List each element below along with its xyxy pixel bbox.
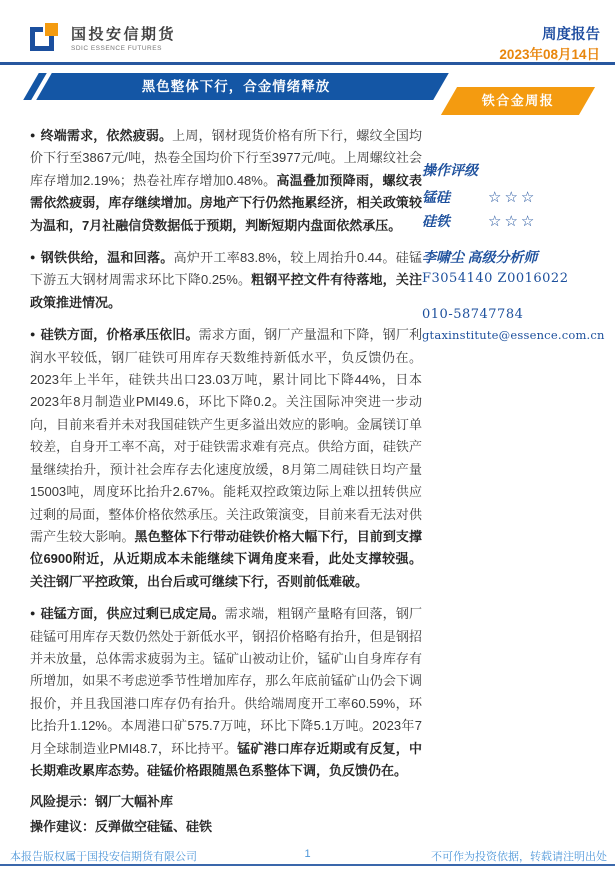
footer-copyright: 本报告版权属于国投安信期货有限公司: [10, 851, 197, 863]
rating-title: 操作评级: [422, 164, 478, 179]
analyst-name: 李啸尘 高级分析师: [422, 251, 538, 266]
report-type-label: 周度报告: [542, 27, 600, 43]
rating-row: [422, 211, 614, 231]
page-footer: [0, 848, 615, 862]
analyst-credentials: F3054140 Z0016022: [422, 271, 569, 286]
rating-row: [422, 187, 614, 207]
bullet-icon: ●: [30, 608, 36, 619]
company-logo-text: [71, 22, 176, 52]
risk-note: 风险提示：钢厂大幅补库: [30, 794, 174, 810]
sidebar: [422, 160, 614, 342]
header-divider: [0, 62, 615, 65]
footer-divider: [0, 864, 615, 866]
bullet-icon: ●: [30, 130, 36, 140]
company-logo: [30, 22, 176, 52]
report-title: 黑色整体下行，合金情绪释放: [141, 79, 331, 94]
rating-stars-icon: ☆☆☆: [488, 213, 538, 230]
company-name-en: SDIC ESSENCE FUTURES: [71, 45, 162, 52]
body-paragraph: ● 钢铁供给，温和回落。高炉开工率83.8%，较上周抬升0.44。硅锰下游五大钢材周需求环比下降0.25%。粗钢平控文件有待落地，关注政策推进情况。: [30, 250, 422, 310]
advice-note: 操作建议：反弹做空硅锰、硅铁: [30, 818, 213, 834]
report-body: [30, 124, 422, 840]
company-name: 国投安信期货: [71, 26, 177, 43]
company-logo-icon: [30, 22, 62, 52]
page-number: 1: [304, 848, 311, 860]
body-paragraph: ● 硅铁方面，价格承压依旧。需求方面，钢厂产量温和下降，钢厂利润水平较低，钢厂硅铁可用库存天数维持新低水平，负反馈仍在。2023年上半年，硅铁共出口23.03万吨，累计同比下降44%，日本2023年8月制造业PMI49.6，环比下降0.2。关注国际冲突进一步动向，目前来看并未对我国硅铁产生更多溢出效应的影响。金属镁订单较差，自身开工率不高，对于硅铁需求难有亮点。供给方面，硅铁产量继续抬升，预计社会库存去化速度放缓，8月第二周硅铁日均产量15003吨，周度环比抬升2.67%。能耗双控政策边际上难以扭转供应过剩的局面，整体价格依然承压。关注政策演变，目前来看无法对供需产生较大影响。黑色整体下行带动硅铁价格大幅下行，目前到支撑位6900附近，从近期成本未能继续下调角度来看，此处支撑较强。关注钢厂平控政策，出台后或可继续下行，否则前低难破。: [30, 327, 422, 589]
contact-email: gtaxinstitute@essence.com.cn: [422, 328, 605, 342]
footer-disclaimer: 不可作为投资依据，转载请注明出处: [431, 851, 607, 863]
rating-product-name: 硅铁: [422, 215, 450, 230]
body-paragraph: ● 终端需求，依然疲弱。上周，钢材现货价格有所下行，螺纹全国均价下行至3867元/吨，热卷全国均价下行至3977元/吨。上周螺纹社会库存增加2.19%；热卷社库存增加0.48%。高温叠加预降雨，螺纹表需依然疲弱，库存继续增加。房地产下行仍然拖累经济，相关政策较为温和，7月社融信贷数据低于预期，判断短期内盘面依然承压。: [30, 128, 422, 233]
body-paragraph: ● 硅锰方面，供应过剩已成定局。需求端，粗钢产量略有回落，钢厂硅锰可用库存天数仍然处于新低水平，钢招价格略有抬升，但是钢招并未放量，总体需求疲弱为主。锰矿山被动让价，锰矿山自身库存有所增加，如果不考虑逆季节性增加库存，那么年底前锰矿山仍会下调报价，并且我国港口库存仍有抬升。供给端周度开工率60.59%，环比抬升1.12%。本周港口矿575.7万吨，环比下降5.1万吨。2023年7月全球制造业PMI48.7，环比持平。锰矿港口库存近期或有反复，中长期难改累库态势。硅锰价格跟随黑色系整体下调，负反馈仍在。: [30, 606, 422, 778]
rating-list: [422, 187, 614, 231]
rating-stars-icon: ☆☆☆: [488, 189, 538, 206]
bullet-icon: ●: [30, 252, 36, 263]
report-date: 2023年08月14日: [499, 47, 600, 62]
report-paragraphs: [30, 124, 422, 782]
category-tag: 铁合金周报: [481, 93, 555, 108]
bullet-icon: ●: [30, 329, 36, 340]
contact-phone: 010-58747784: [422, 307, 524, 322]
rating-product-name: 锰硅: [422, 191, 450, 206]
